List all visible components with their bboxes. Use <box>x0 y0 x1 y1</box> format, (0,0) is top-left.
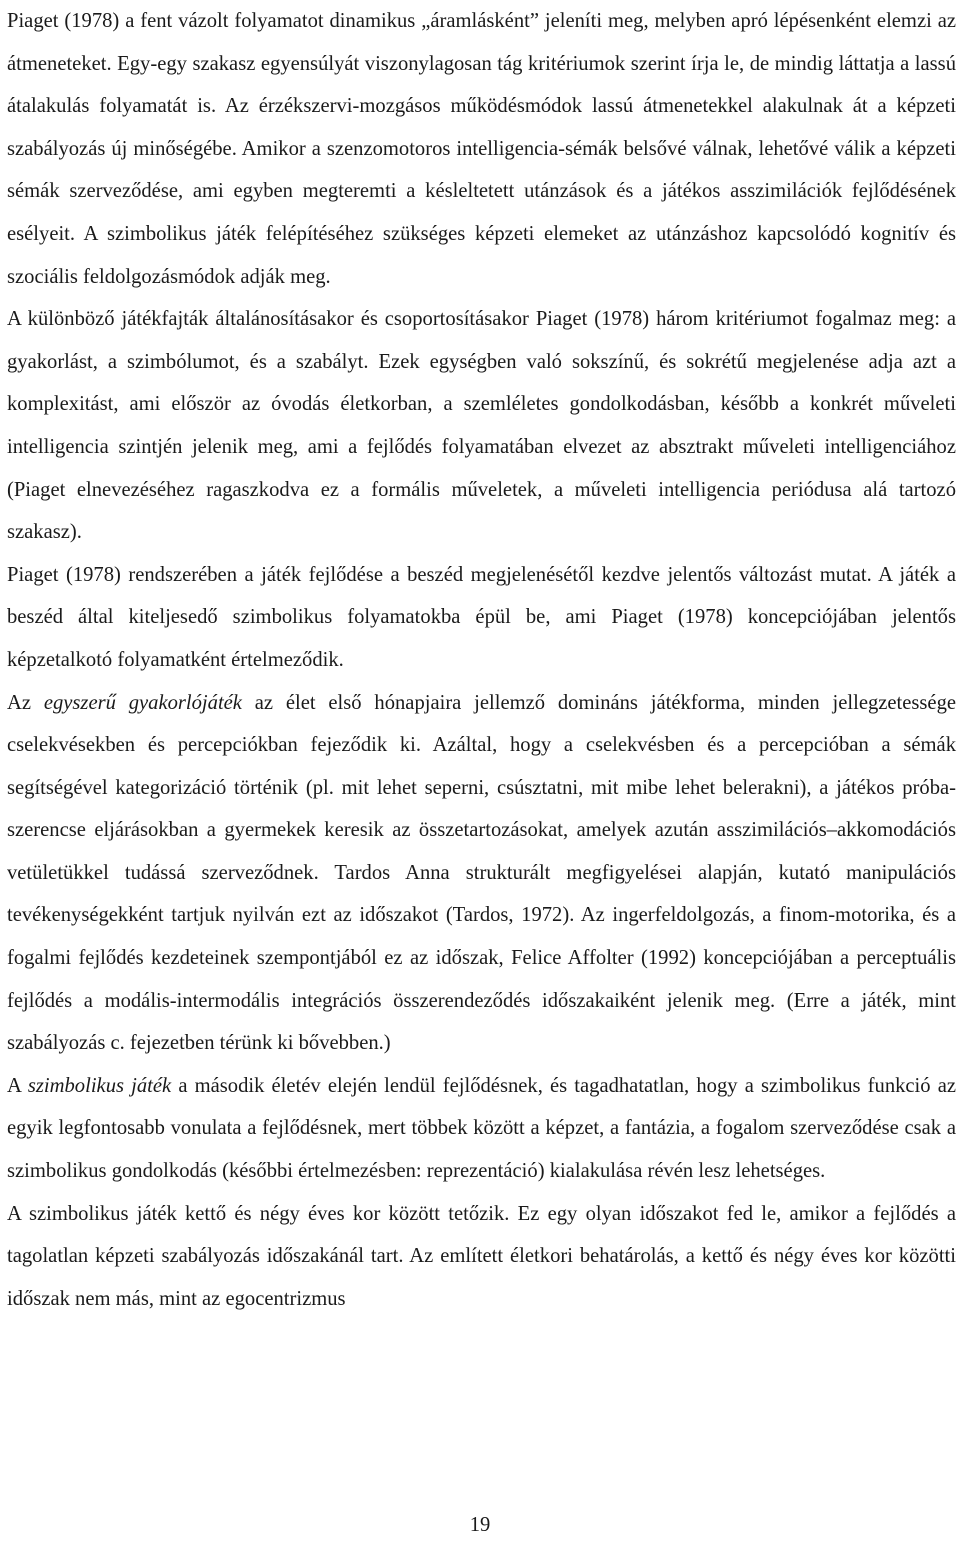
italic-term: szimbolikus játék <box>27 1074 172 1097</box>
paragraph <box>7 554 956 682</box>
paragraph-text: Piaget (1978) rendszerében a játék fejlődése a beszéd megjelenésétől kezdve jelentős változást mutat. A játék a beszéd által kiteljesedő szimbolikus folyamatokba épül be, ami Piaget (1978) koncepciójában jelentős képzetalkotó folyamatként értelmeződik. <box>7 563 956 671</box>
page-number: 19 <box>469 1514 491 1536</box>
paragraph-text: Az <box>7 691 44 714</box>
paragraph <box>7 1065 956 1193</box>
paragraph <box>7 298 956 554</box>
paragraph-text: a második életév elején lendül fejlődésnek, és tagadhatatlan, hogy a szimbolikus funkció az egyik legfontosabb vonulata a fejlődésnek, mert többek között a képzet, a fantázia, a fogalom szerveződése csak a szimbolikus gondolkodás (későbbi értelmezésben: reprezentáció) kialakulása révén lesz lehetséges. <box>7 1074 956 1183</box>
paragraph <box>7 682 956 1065</box>
paragraph <box>7 0 956 298</box>
paragraph-text: A <box>7 1074 28 1097</box>
paragraph-text: Piaget (1978) a fent vázolt folyamatot dinamikus „áramlásként” jeleníti meg, melyben apró lépésenként elemzi az átmeneteket. Egy-egy szakasz egyensúlyát viszonylagosan tág kritériumok szerint írja le, de mindig láttatja a lassú átalakulás folyamatát is. Az érzékszervi-mozgásos működésmódok lassú átmenetekkel alakulnak át a képzeti szabályozás új minőségébe. Amikor a szenzomotoros intelligencia-sémák belsővé válnak, lehetővé válik a képzeti sémák szerveződése, ami egyben megteremti a késleltetett utánzások és a játékos asszimilációk fejlődésének esélyeit. A szimbolikus játék felépítéséhez szükséges képzeti elemeket az utánzáshoz kapcsolódó kognitív és szociális feldolgozásmódok adják meg. <box>7 10 956 288</box>
paragraph-text: A szimbolikus játék kettő és négy éves kor között tetőzik. Ez egy olyan időszakot fed le, amikor a fejlődés a tagolatlan képzeti szabályozás időszakánál tart. Az említett életkori behatárolás, a kettő és négy éves kor közötti időszak nem más, mint az egocentrizmus <box>7 1202 956 1310</box>
paragraph-text: az élet első hónapjaira jellemző domináns játékforma, minden jellegzetessége cselekvésekben és percepciókban fejeződik ki. Azáltal, hogy a cselekvésben és a percepcióban a sémák segítségével kategorizáció történik (pl. mit lehet seperni, csúsztatni, mit mibe lehet belerakni), a játékos próba-szerencse eljárásokban a gyermekek keresik az összetartozásokat, amelyek azután asszimilációs–akkomodációs vetületükkel tudássá szerveződnek. Tardos Anna strukturált megfigyelései alapján, kutató manipulációs tevékenységekként tartjuk nyilván ezt az időszakot (Tardos, 1972). Az ingerfeldolgozás, a finom-motorika, és a fogalmi fejlődés kezdeteinek szempontjából ez az időszak, Felice Affolter (1992) koncepciójában a perceptuális fejlődés a modális-intermodális integrációs összerendeződés időszakaiként jelenik meg. (Erre a játék, mint szabályozás c. fejezetben térünk ki bővebben.) <box>7 691 956 1055</box>
paragraph <box>7 1193 956 1321</box>
italic-term: egyszerű gyakorlójáték <box>43 691 242 714</box>
paragraph-text: A különböző játékfajták általánosításakor és csoportosításakor Piaget (1978) három kritériumot fogalmaz meg: a gyakorlást, a szimbólumot, és a szabályt. Ezek egységben való sokszínű, és sokrétű megjelenése adja azt a komplexitást, ami először az óvodás életkorban, a szemléletes gondolkodásban, később a konkrét műveleti intelligencia szintjén jelenik meg, ami a fejlődés folyamatában elvezet az absztrakt műveleti intelligenciához (Piaget elnevezéséhez ragaszkodva ez a formális műveletek, a műveleti intelligencia periódusa alá tartozó szakasz). <box>7 308 956 544</box>
document-body <box>7 0 956 1320</box>
